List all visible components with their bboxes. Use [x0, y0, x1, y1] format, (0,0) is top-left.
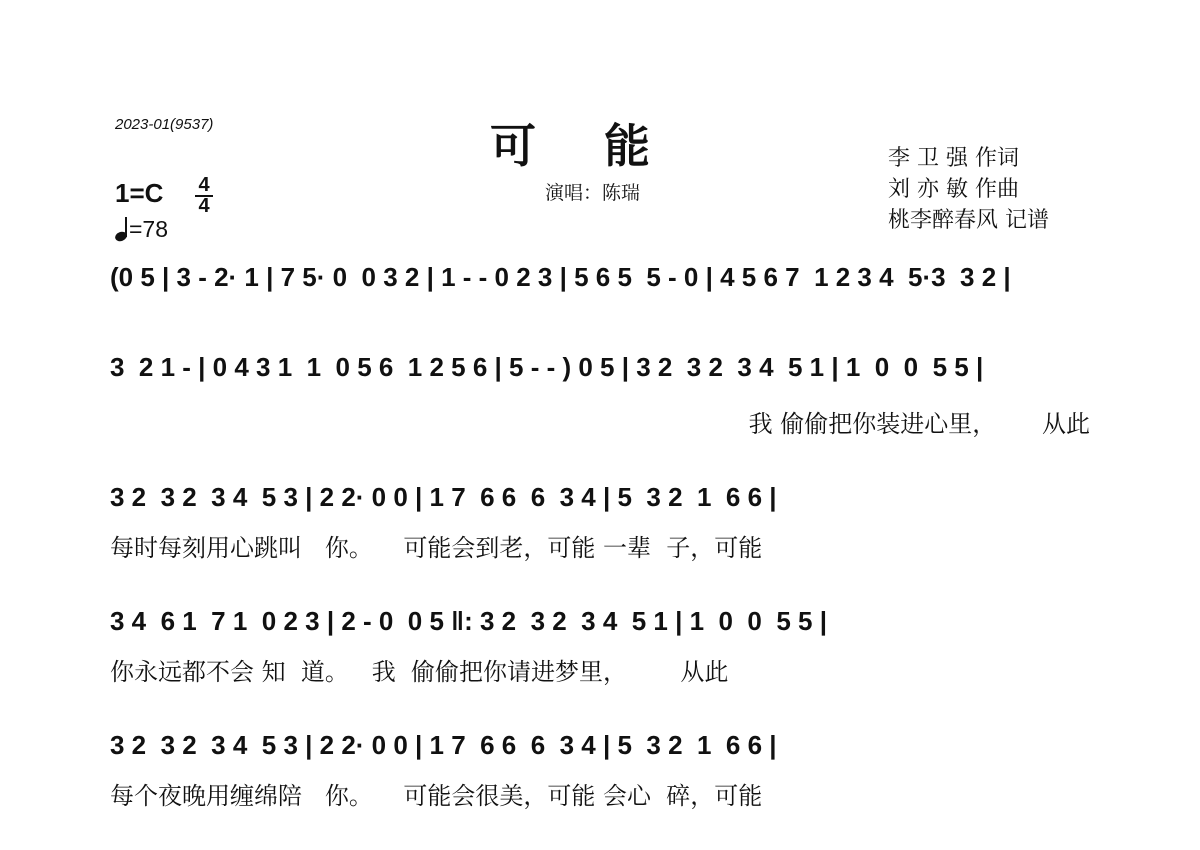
quarter-note-icon	[115, 217, 129, 241]
notation-line: 3 2 3 2 3 4 5 3 | 2 2· 0 0 | 1 7 6 6 6 3 4 | 5 3 2 1 6 6 |	[110, 730, 777, 760]
notation-line: 3 4 6 1 7 1 0 2 3 | 2 - 0 0 5 ‖: 3 2 3 2 3 4 5 1 | 1 0 0 5 5 |	[110, 606, 827, 636]
key-signature: 1=C	[115, 178, 164, 208]
lyricist-credit: 李 卫 强 作词	[888, 146, 1019, 171]
lyric-line: 你永远都不会 知 道。 我 偷偷把你请进梦里， 从此	[110, 658, 729, 686]
notation-line: 3 2 1 - | 0 4 3 1 1 0 5 6 1 2 5 6 | 5 - - ) 0 5 | 3 2 3 2 3 4 5 1 | 1 0 0 5 5 |	[110, 352, 984, 382]
score-code: 2023-01(9537)	[115, 116, 214, 133]
time-signature	[193, 176, 215, 216]
notation-line: (0 5 | 3 - 2· 1 | 7 5· 0 0 3 2 | 1 - - 0 2 3 | 5 6 5 5 - 0 | 4 5 6 7 1 2 3 4 5·3 3 2 |	[110, 262, 1011, 292]
song-title: 可能	[490, 119, 718, 173]
lyric-line: 我 偷偷把你装进心里， 从此	[748, 410, 1090, 438]
credits-block	[888, 143, 1049, 236]
notation-line: 3 2 3 2 3 4 5 3 | 2 2· 0 0 | 1 7 6 6 6 3 4 | 5 3 2 1 6 6 |	[110, 482, 777, 512]
lyric-line: 每时每刻用心跳叫 你。 可能会到老，可能 一辈 子，可能	[110, 534, 763, 562]
performer-line: 演唱：陈瑞	[545, 183, 641, 204]
transcriber-credit: 桃李醉春风 记谱	[888, 208, 1049, 233]
tempo-marking	[115, 216, 168, 243]
lyric-line: 每个夜晚用缠绵陪 你。 可能会很美，可能 会心 碎，可能	[110, 782, 763, 810]
composer-credit: 刘 亦 敏 作曲	[888, 177, 1019, 202]
time-signature-bottom: 4	[198, 195, 210, 217]
time-signature-top: 4	[198, 174, 210, 196]
next-system-cutoff	[110, 836, 1090, 850]
tempo-value: =78	[129, 216, 169, 242]
